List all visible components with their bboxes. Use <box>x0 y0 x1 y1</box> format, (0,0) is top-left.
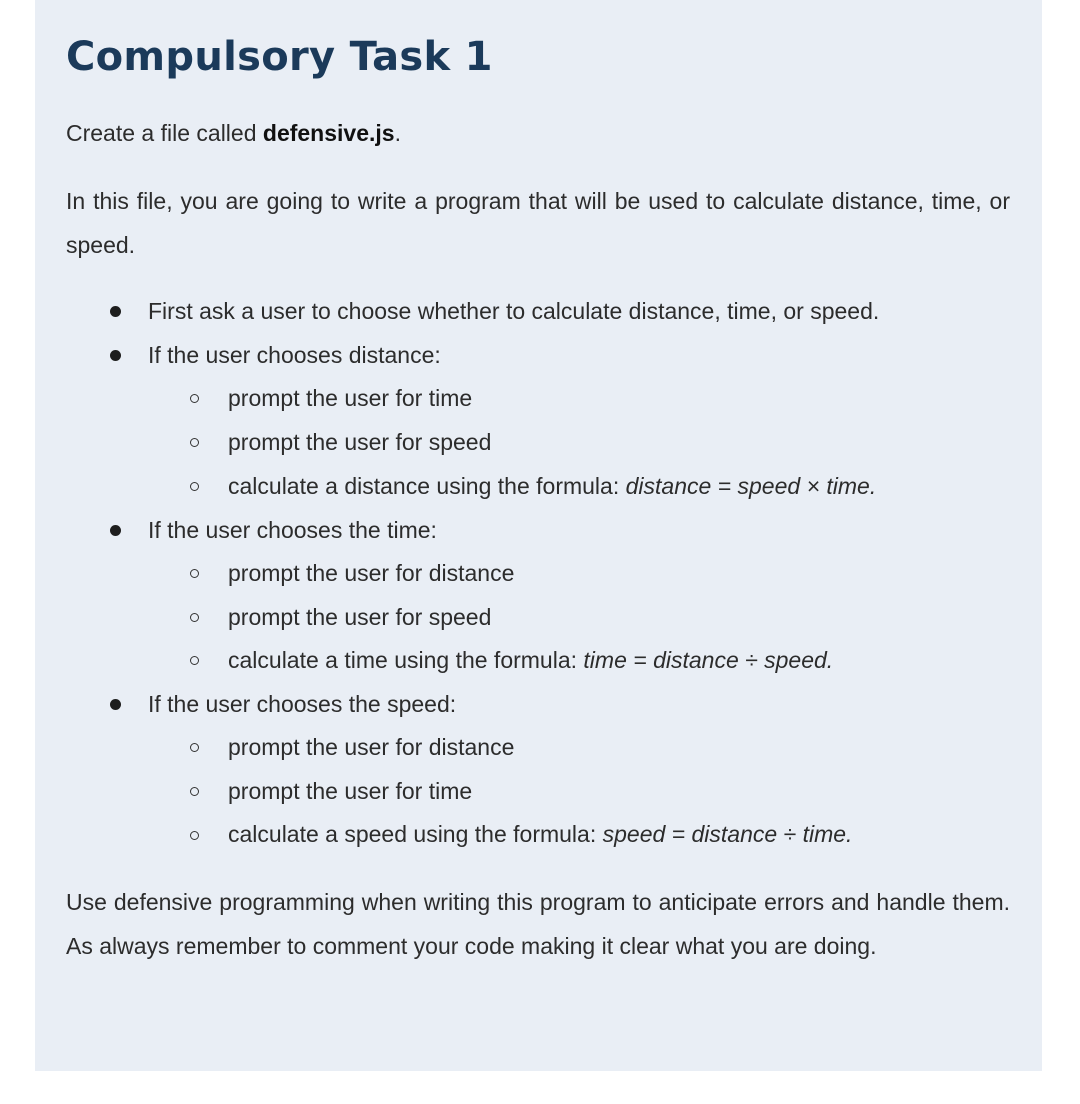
closing-paragraph: Use defensive programming when writing this program to anticipate errors and handle them. As always remember to comment your code making it clear what you are doing. <box>66 889 1010 959</box>
list-item-distance-step1: prompt the user for time <box>228 385 473 411</box>
formula: time = distance ÷ speed. <box>583 647 834 673</box>
list-item-distance-step3 <box>228 464 876 508</box>
intro-suffix: . <box>394 120 401 146</box>
formula: speed = distance ÷ time. <box>602 821 853 847</box>
sub-bullet-circle <box>190 787 199 796</box>
list-item-speed-step3 <box>228 812 852 856</box>
sub-bullet-circle <box>190 569 199 578</box>
intro-paragraph <box>66 111 1010 155</box>
list-item-ask: First ask a user to choose whether to calculate distance, time, or speed. <box>148 298 880 324</box>
sub-bullet-circle <box>190 743 199 752</box>
formula-intro: calculate a speed using the formula: <box>228 821 603 847</box>
filename: defensive.js <box>262 120 395 146</box>
sub-bullet-circle <box>190 656 199 665</box>
sub-bullet-circle <box>190 394 199 403</box>
intro-prefix: Create a file called <box>66 120 263 146</box>
sub-bullet-circle <box>190 613 199 622</box>
list-item-time-step1: prompt the user for distance <box>228 560 515 586</box>
sub-bullet-circle <box>190 831 199 840</box>
list-item-distance-step2: prompt the user for speed <box>228 429 492 455</box>
list-item-time-step2: prompt the user for speed <box>228 604 492 630</box>
bullet-dot <box>110 699 121 710</box>
formula-intro: calculate a distance using the formula: <box>228 473 626 499</box>
list-item-speed-step2: prompt the user for time <box>228 778 473 804</box>
formula: distance = speed × time. <box>625 473 877 499</box>
sub-bullet-circle <box>190 438 199 447</box>
sub-bullet-circle <box>190 482 199 491</box>
bullet-dot <box>110 525 121 536</box>
list-item-distance: If the user chooses distance: <box>148 342 441 368</box>
bullet-dot <box>110 306 121 317</box>
page-title: Compulsory Task 1 <box>66 34 493 80</box>
list-item-speed: If the user chooses the speed: <box>148 691 457 717</box>
list-item-time-step3 <box>228 638 833 682</box>
list-item-speed-step1: prompt the user for distance <box>228 734 515 760</box>
formula-intro: calculate a time using the formula: <box>228 647 584 673</box>
description-paragraph: In this file, you are going to write a program that will be used to calculate distance, time, or speed. <box>66 188 1010 258</box>
list-item-time: If the user chooses the time: <box>148 517 437 543</box>
bullet-dot <box>110 350 121 361</box>
